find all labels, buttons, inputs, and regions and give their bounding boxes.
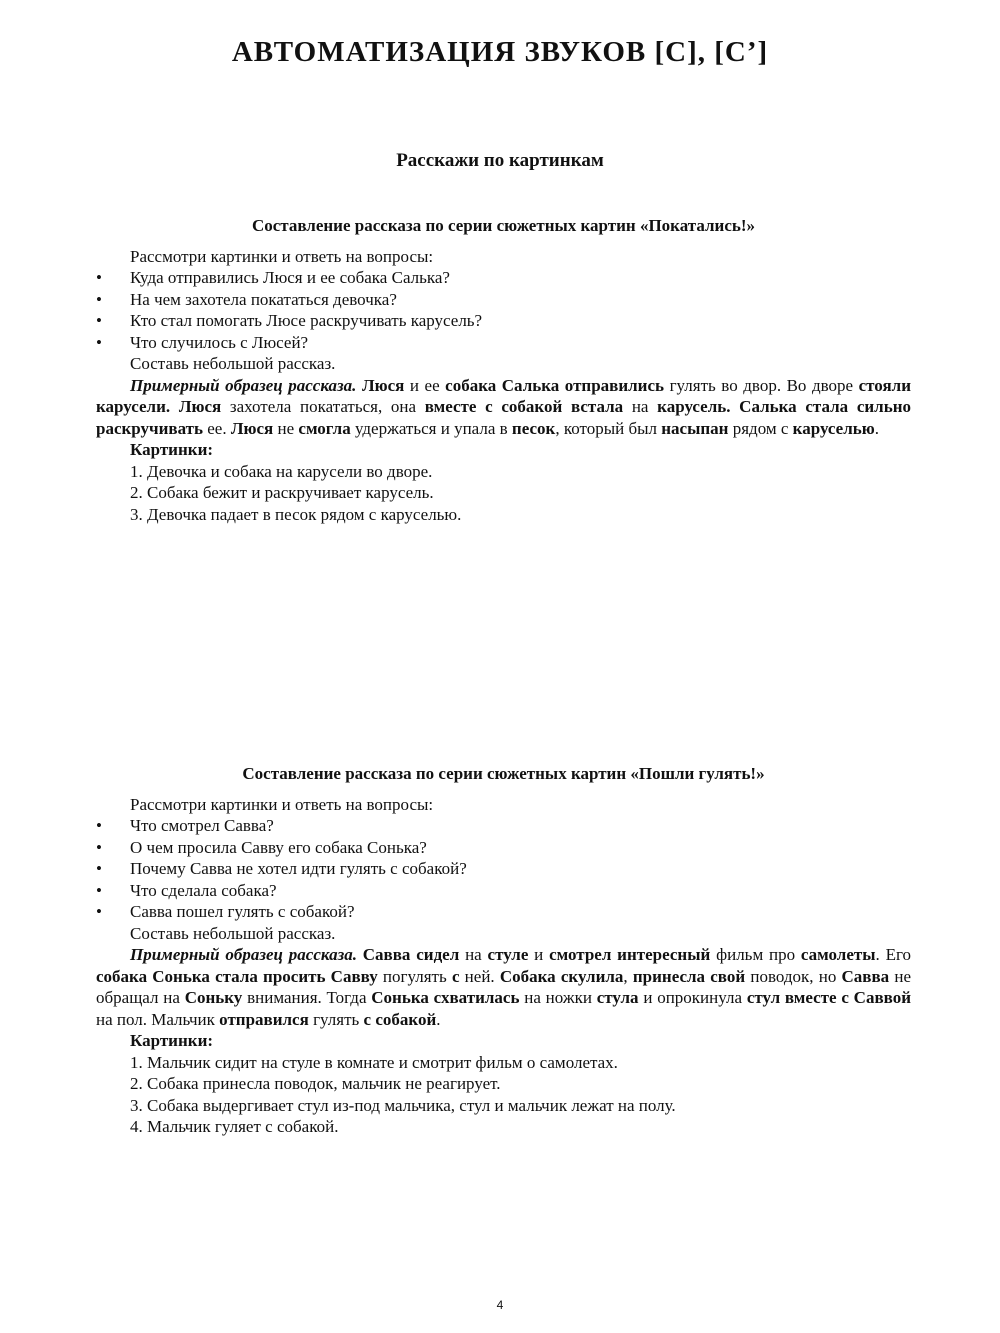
question-item	[96, 310, 911, 332]
sample-emphasis: Собака скулила	[499, 966, 624, 986]
picture-item: 1. Девочка и собака на карусели во дворе.	[130, 461, 433, 481]
story-title: Составление рассказа по серии сюжетных картин «Пошли гулять!»	[242, 764, 765, 783]
sample-emphasis: самолеты	[800, 945, 876, 964]
sample-emphasis: стуле	[487, 945, 529, 964]
sample-emphasis: Люся	[361, 375, 405, 395]
picture-item: 3. Собака выдергивает стул из-под мальчика, стул и мальчик лежат на полу.	[130, 1095, 676, 1115]
pictures-label: Картинки:	[130, 440, 214, 459]
picture-item: 1. Мальчик сидит на стуле в комнате и смотрит фильм о самолетах.	[130, 1052, 618, 1072]
sample-emphasis: с собакой	[363, 1009, 437, 1029]
sample-emphasis: насыпан	[661, 418, 729, 438]
sample-emphasis: Сонька схватилась	[371, 988, 520, 1007]
sample-emphasis: Соньку	[184, 988, 243, 1007]
question-text: О чем просила Савву его собака Сонька?	[130, 837, 427, 857]
sample-fragment: и ее	[404, 375, 446, 395]
pictures-list	[96, 461, 911, 526]
bullet-icon: •	[96, 311, 102, 330]
sample-fragment: удержаться и упала в	[350, 418, 512, 438]
picture-item: 2. Собака бежит и раскручивает карусель.	[130, 483, 434, 502]
sample-fragment: рядом с	[728, 418, 793, 438]
sample-emphasis: каруселью	[792, 418, 875, 438]
question-item	[96, 815, 911, 837]
sample-emphasis: с	[451, 966, 460, 986]
bullet-icon: •	[96, 837, 102, 857]
sample-emphasis: смотрел интересный	[549, 945, 711, 964]
story-title: Составление рассказа по серии сюжетных картин «Покатались!»	[251, 216, 756, 235]
sample-fragment: . Его	[875, 945, 912, 964]
bullet-icon: •	[96, 332, 102, 352]
question-item	[96, 837, 911, 859]
question-text: Кто стал помогать Люсе раскручивать карусель?	[130, 311, 483, 330]
bullet-icon: •	[96, 859, 102, 878]
page-number: 4	[496, 1298, 504, 1312]
story-intro: Рассмотри картинки и ответь на вопросы:	[130, 246, 434, 266]
sample-fragment: не обращал на	[96, 966, 911, 1007]
question-item	[96, 332, 911, 354]
sample-emphasis: отправился	[219, 1009, 309, 1029]
sample-fragment: не	[273, 418, 299, 438]
sample-emphasis: вместе с собакой встала	[424, 397, 624, 416]
bullet-icon: •	[96, 902, 102, 921]
bullet-icon: •	[96, 880, 102, 900]
question-list	[96, 815, 911, 923]
question-text: Савва пошел гулять с собакой?	[130, 902, 355, 921]
sample-emphasis: стул вместе с Саввой	[746, 988, 912, 1007]
question-item	[96, 880, 911, 902]
story-task: Составь небольшой рассказ.	[130, 923, 336, 943]
question-item	[96, 289, 911, 311]
question-text: Почему Савва не хотел идти гулять с собакой?	[130, 859, 467, 878]
bullet-icon: •	[96, 816, 102, 835]
sample-emphasis: собака Сонька стала просить Савву	[96, 966, 378, 986]
sample-emphasis: песок	[511, 418, 556, 438]
sample-emphasis: Савва сидел	[362, 945, 460, 964]
sample-emphasis: смогла	[298, 418, 351, 438]
bullet-icon: •	[96, 289, 102, 309]
sample-fragment: на	[623, 397, 658, 416]
sample-emphasis: собака Салька отправились	[445, 375, 665, 395]
question-item	[96, 858, 911, 880]
sample-fragment: ней.	[459, 966, 500, 986]
sample-emphasis: Савва	[841, 966, 890, 986]
sample-fragment: поводок, но	[745, 966, 842, 986]
sample-lead: Примерный образец рассказа.	[130, 375, 357, 395]
sample-emphasis: стояли карусели. Люся	[96, 375, 911, 416]
sample-emphasis: карусель. Салька стала сильно раскручивать	[96, 397, 912, 438]
section-heading: Расскажи по картинкам	[396, 150, 604, 171]
question-text: Что смотрел Савва?	[130, 816, 274, 835]
sample-story	[96, 375, 911, 440]
question-list	[96, 267, 911, 353]
sample-fragment: гулять во двор. Во дворе	[664, 375, 859, 395]
picture-item: 2. Собака принесла поводок, мальчик не реагирует.	[130, 1074, 501, 1093]
picture-item: 3. Девочка падает в песок рядом с каруселью.	[130, 504, 462, 524]
pictures-list	[96, 1052, 911, 1138]
sample-fragment: на	[459, 945, 488, 964]
sample-fragment: внимания. Тогда	[242, 988, 372, 1007]
picture-item: 4. Мальчик гуляет с собакой.	[130, 1117, 339, 1136]
sample-fragment: фильм про	[710, 945, 801, 964]
sample-fragment: на пол. Мальчик	[96, 1009, 220, 1029]
question-text: Куда отправились Люся и ее собака Салька?	[130, 268, 450, 287]
story-poshli-gulyat	[96, 763, 911, 1138]
story-pokatalis	[96, 215, 911, 525]
question-text: Что случилось с Люсей?	[130, 332, 309, 352]
sample-fragment: на ножки	[519, 988, 597, 1007]
sample-fragment: ее.	[203, 418, 231, 438]
sample-fragment: .	[874, 418, 879, 438]
story-intro: Рассмотри картинки и ответь на вопросы:	[130, 794, 434, 814]
sample-story	[96, 944, 911, 1030]
bullet-icon: •	[96, 268, 102, 287]
question-text: На чем захотела покататься девочка?	[130, 289, 397, 309]
page-title: АВТОМАТИЗАЦИЯ ЗВУКОВ [С], [С’]	[231, 36, 769, 68]
sample-fragment: .	[436, 1009, 441, 1029]
sample-fragment: погулять	[377, 966, 452, 986]
sample-fragment: захотела покататься, она	[221, 397, 425, 416]
question-text: Что сделала собака?	[130, 880, 277, 900]
sample-emphasis: принесла свой	[632, 966, 746, 986]
sample-fragment: и опрокинула	[638, 988, 747, 1007]
story-task: Составь небольшой рассказ.	[130, 354, 336, 373]
sample-lead: Примерный образец рассказа.	[130, 945, 357, 964]
sample-emphasis: стула	[596, 988, 639, 1007]
question-item	[96, 267, 911, 289]
sample-fragment: гулять	[308, 1009, 364, 1029]
sample-fragment: и	[528, 945, 550, 964]
pictures-label: Картинки:	[130, 1031, 214, 1050]
sample-fragment: , который был	[555, 418, 662, 438]
question-item	[96, 901, 911, 923]
sample-emphasis: Люся	[230, 418, 274, 438]
sample-fragment: ,	[623, 966, 633, 986]
